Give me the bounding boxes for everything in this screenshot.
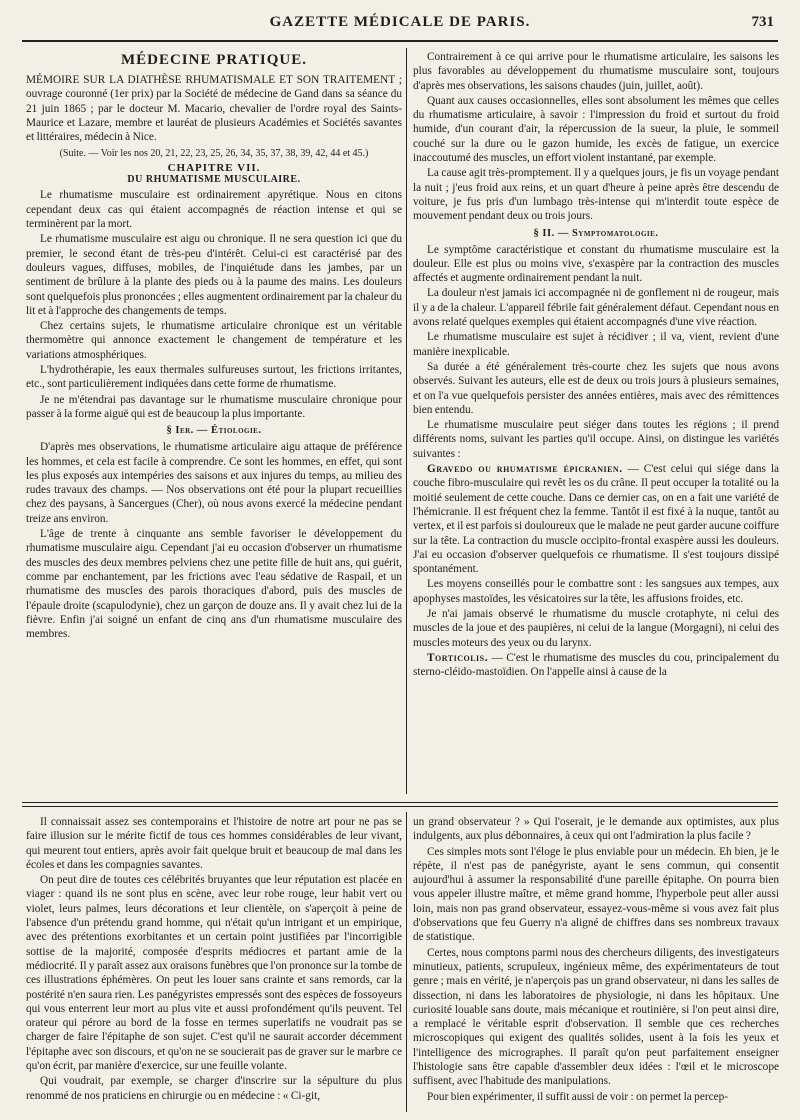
paragraph: Le rhumatisme musculaire est ordinairement apyrétique. Nous en citons cependant deux cas qui étaient accompagnés de réaction intense et qui se terminèrent par la mort. xyxy=(26,189,402,231)
chapter-title: CHAPITRE VII. xyxy=(167,162,261,175)
paragraph: Je n'ai jamais observé le rhumatisme du muscle crotaphyte, ni celui des muscles de la joue et des paupières, ni celui de la langue (Morgagni), ni celui des muscles moteurs des yeux ou du larynx. xyxy=(413,607,779,649)
paragraph: Qui voudrait, par exemple, se charger d'inscrire sur la sépulture du plus renommé de nos praticiens en chirurgie ou en médecine : « Ci-git, xyxy=(26,1075,402,1102)
variety-heading: Gravedo ou rhumatisme épicranien. xyxy=(427,463,623,476)
subsection-heading: § Ier. — Étiologie. xyxy=(166,425,262,437)
variety-heading: Torticolis. xyxy=(427,651,488,664)
chapter-subtitle: DU RHUMATISME MUSCULAIRE. xyxy=(127,174,301,186)
page-number: 731 xyxy=(751,14,774,30)
paragraph: Je ne m'étendrai pas davantage sur le rhumatisme musculaire chronique pour passer à la forme aiguë qui est de beaucoup la plus importante. xyxy=(26,393,402,420)
paragraph: Les moyens conseillés pour le combattre sont : les sangsues aux tempes, aux apophyses mastoïdes, les vésicatoires sur la tête, les affusions froides, etc. xyxy=(413,578,779,605)
paragraph: Certes, nous comptons parmi nous des chercheurs diligents, des investigateurs minutieux, patients, scrupuleux, ingénieux même, des expérimentateurs de tout genre ; mais en vérité, je n'aperçois pas un grand observateur, ni dans les salles de dissection, ni dans les laboratoires de physiologie, ni dans les hôpitaux. Une curiosité louable sans doute, mais mécanique et routinière, si l'on peut ainsi dire, a remplacé le véritable esprit d'observation. Il semble que ces recherches microscopiques qui exigent des qualités solides, usent à la fois les yeux et l'intelligence des micrographes. Il paraît qu'on peut parfaitement enseigner l'histologie sans être capable d'assembler deux idées : l'œil et le microscope suffisent, avec l'habitude des manipulations. xyxy=(413,946,779,1088)
memoir-heading: MÉMOIRE SUR LA DIATHÈSE RHUMATISMALE ET SON TRAITEMENT ; ouvrage couronné (1er prix) par la Société de médecine de Gand dans sa séance du 21 juin 1865 ; par le docteur M. Macario, chevalier de l'ordre royal des Saints-Maurice et Lazare, membre et lauréat de plusieurs Académies et Sociétés savantes et littéraires, médecin à Nice. xyxy=(26,74,402,144)
paragraph: Sa durée a été généralement très-courte chez les sujets que nous avons observés. Suivant les auteurs, elle est de deux ou trois jours à plusieurs semaines, et on l'a vue quelquefois persister des années entières, mais avec des rémittences bien entendu. xyxy=(413,360,779,416)
paragraph: Le rhumatisme musculaire est sujet à récidiver ; il va, vient, revient d'une manière inexplicable. xyxy=(413,331,779,358)
paragraph: L'âge de trente à cinquante ans semble favoriser le développement du rhumatisme musculaire aigu. Cependant j'ai eu occasion d'observer un rhumatisme des muscles des deux membres pelviens chez une petite fille de huit ans, qui guérit, comme par enchantement, par les frictions avec l'eau sédative de Raspail, et un rhumatisme des muscles des parois thoraciques d'abord, puis des muscles de l'épaule droite (scapulodynie), chez un garçon de douze ans. Il y avait chez lui de la fièvre. Enfin j'ai soigné un enfant de cinq ans d'un rhumatisme musculaire des membres. xyxy=(26,528,402,641)
paragraph: Pour bien expérimenter, il suffit aussi de voir : on permet la percep- xyxy=(427,1090,729,1103)
paragraph: La douleur n'est jamais ici accompagnée ni de gonflement ni de rougeur, mais il y a de la chaleur. L'appareil fébrile fait généralement défaut. Cependant nous en avons relaté quelques exemples qui étaient accompagnés d'une vive réaction. xyxy=(413,287,779,329)
paragraph: Le rhumatisme musculaire est aigu ou chronique. Il ne sera question ici que du premier, le second étant de très-peu d'intérêt. Celui-ci est caractérisé par des douleurs vagues, diffuses, mobiles, de l'inquiétude dans les jambes, par un sentiment de brûlure à la plante des pieds ou à la paume des mains. Les douleurs sont quelquefois plus prononcées ; elles augmentent ordinairement par la chaleur du lit et à l'approche des changements de temps. xyxy=(26,233,402,317)
section-rule xyxy=(22,806,778,807)
column-divider xyxy=(406,48,407,794)
paragraph: Quant aux causes occasionnelles, elles sont absolument les mêmes que celles du rhumatisme articulaire, à savoir : l'impression du froid et surtout du froid humide, d'un courant d'air, la répercussion de la sueur, la pluie, le sommeil couché sur la dure ou le gazon humide, les excès de fatigue, un exercice inaccoutumé des muscles, un effort violent instantané, par exemple. xyxy=(413,94,779,165)
bottom-left-column xyxy=(26,815,402,1113)
paragraph: La cause agit très-promptement. Il y a quelques jours, je fis un voyage pendant la nuit ; j'eus froid aux reins, et un quart d'heure à peine après être descendu de voiture, je fus pris d'un lumbago très-intense qui m'interdit toute espèce de mouvement pendant deux ou trois jours. xyxy=(413,167,779,223)
page-header xyxy=(20,14,780,36)
continuation-note: (Suite. — Voir les nos 20, 21, 22, 23, 25, 26, 34, 35, 37, 38, 39, 42, 44 et 45.) xyxy=(59,148,369,160)
top-left-column xyxy=(26,50,402,795)
header-rule xyxy=(22,40,778,42)
bottom-right-column xyxy=(413,815,779,1113)
paragraph xyxy=(413,462,779,576)
top-right-column xyxy=(413,50,779,795)
paragraph: un grand observateur ? » Qui l'oserait, je le demande aux optimistes, aux plus indulgents, aux plus débonnaires, à ceux qui ont l'admiration la plus facile ? xyxy=(413,816,779,843)
paragraph: L'hydrothérapie, les eaux thermales sulfureuses surtout, les frictions irritantes, etc., sont particulièrement indiquées dans cette forme de rhumatisme. xyxy=(26,364,402,391)
paragraph xyxy=(413,651,779,680)
journal-title: GAZETTE MÉDICALE DE PARIS. xyxy=(269,14,531,30)
paragraph: Le symptôme caractéristique et constant du rhumatisme musculaire est la douleur. Elle est plus ou moins vive, s'exaspère par la contraction des muscles affectés et augmente ordinairement pendant la nuit. xyxy=(413,243,779,285)
column-divider xyxy=(406,812,407,1112)
paragraph: Ces simples mots sont l'éloge le plus enviable pour un médecin. Eh bien, je le répète, il n'est pas de panégyriste, ayant le sens commun, qui consentit aujourd'hui à assumer la responsabilité d'une pareille épitaphe. On pourra bien vous appeler illustre maître, et même grand homme, l'hyperbole peut aller aussi loin, mais non pas grand observateur, essayez-vous-même si vous avez fait plus d'observations que feu Guerry n'a aligné de chiffres dans ses nombreux travaux de statistique. xyxy=(413,845,779,944)
paragraph: Contrairement à ce qui arrive pour le rhumatisme articulaire, les saisons les plus favorables au développement du rhumatisme musculaire sont, toujours d'après mes observations, les saisons chaudes (juin, juillet, août). xyxy=(413,51,779,92)
paragraph-text: — C'est celui qui siége dans la couche fibro-musculaire qui revêt les os du crâne. Il peut occuper la totalité ou la moitié seulement de cette couche. Dans ce dernier cas, on en a fait une variété de l'hémicranie. Il est fréquent chez la femme. Tantôt il est fixé à la nuque, tantôt au vertex, et il est parfois si douloureux que le malade ne peut garder aucune coiffure sur la tête. La contraction du muscle occipito-frontal exaspère aussi les douleurs. J'ai eu occasion d'observer quelquefois ce rhumatisme. Il s'est toujours dissipé spontanément. xyxy=(413,463,779,576)
paragraph: Il connaissait assez ses contemporains et l'histoire de notre art pour ne pas se faire illusion sur le mérite fictif de tous ces hommes considérables de leur vivant, qui meurent tout entiers, après avoir fait quelque bruit et beaucoup de mal dans les écoles et dans les compagnies savantes. xyxy=(26,816,402,871)
section-rule xyxy=(22,802,778,803)
paragraph: Le rhumatisme musculaire peut siéger dans toutes les régions ; il prend différents noms, suivant les parties qu'il occupe. Ainsi, on distingue les variétés suivantes : xyxy=(413,419,779,460)
section-title: MÉDECINE PRATIQUE. xyxy=(120,52,308,68)
paragraph: D'après mes observations, le rhumatisme articulaire aigu attaque de préférence les hommes, et cela est facile à comprendre. Ce sont les hommes, en effet, qui sont les plus exposés aux intempéries des saisons et aux injures du temps, au milieu des rudes travaux des champs. — Nos observations ont été pour la plupart recueillies chez des paysans, à Sancergues (Cher), où nous avons exercé la médecine pendant treize ans environ. xyxy=(26,441,402,525)
paragraph-text: — C'est le rhumatisme des muscles du cou, principalement du sterno-cléido-mastoïdien. On l'appelle ainsi à cause de la xyxy=(413,651,779,679)
paragraph: Chez certains sujets, le rhumatisme articulaire chronique est un véritable thermomètre qui annonce exactement le changement de température et les variations atmosphériques. xyxy=(26,320,402,361)
subsection-heading: § II. — Symptomatologie. xyxy=(533,227,659,239)
paragraph: On peut dire de toutes ces célébrités bruyantes que leur réputation est placée en viager : quand ils ne sont plus en scène, avec leur robe rouge, leur habit vert ou violet, leurs palmes, leurs décorations et leur clientèle, on s'aperçoit à peine de l'absence d'un prétendu grand homme, qui n'était qu'un intrigant et un empirique, avec des prétentions exorbitantes et un certain point justifiées par l'incorrigible sottise de la majorité, composée d'esprits médiocres et partant amie de la médiocrité. Il y paraît assez aux oraisons funèbres que l'on prononce sur la tombe de ces illustrations éphémères. On peut les louer sans crainte et sans remords, car la postérité n'en saura rien. Les panégyristes empressés sont des espèces de fossoyeurs qui vous enterrent leur mort au plus vite et aussi profondément qu'ils peuvent. Tel orateur qui pérore au bord de la fosse en termes superlatifs ne voudrait pas se charger de faire l'épitaphe de son sujet. C'est qu'il ne saurait accorder décemment l'épitaphe avec son discours, et qu'on ne se soucierait pas de graver sur le marbre ce qu'on écrit, par manière d'exercice, sur une feuille volante. xyxy=(26,874,402,1073)
